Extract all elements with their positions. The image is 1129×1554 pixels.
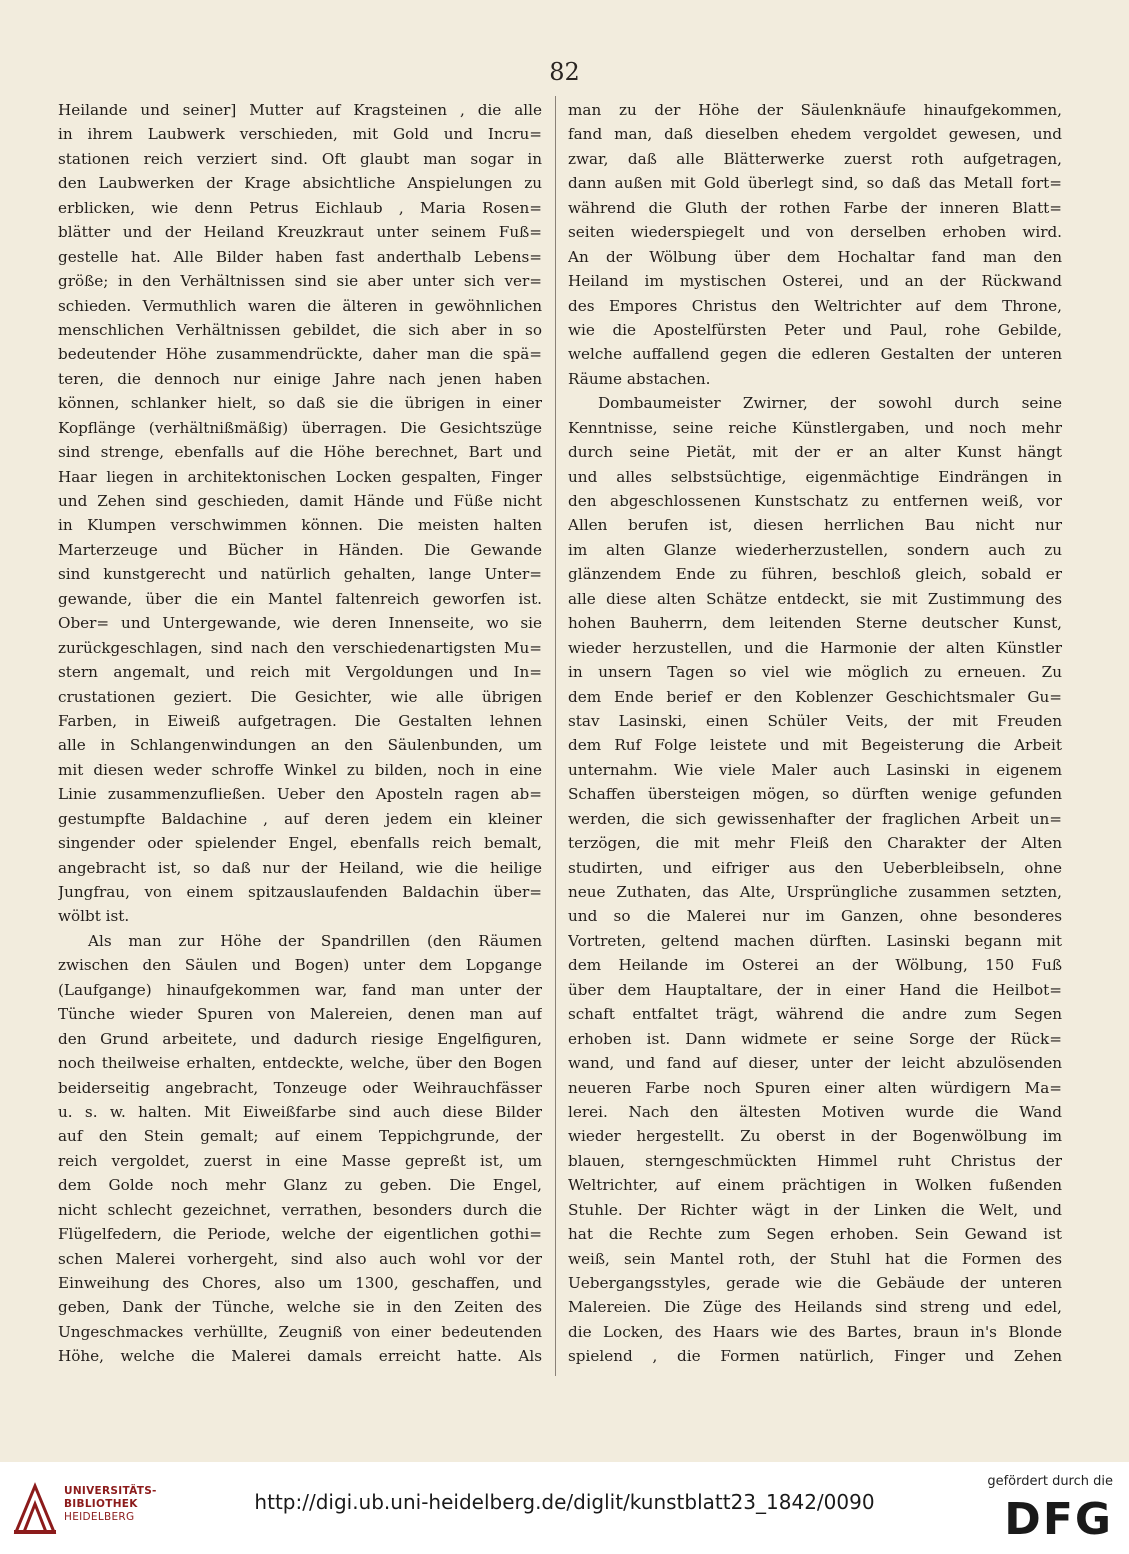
- text-line: zurückgeschlagen, sind nach den verschiedenartigsten Mu=: [58, 638, 542, 657]
- text-line: Schaffen übersteigen mögen, so dürften wenige gefunden: [568, 785, 1062, 804]
- text-line: auf den Stein gemalt; auf einem Teppichgrunde, der: [58, 1127, 542, 1146]
- column-divider: [555, 96, 556, 1376]
- text-line: während die Gluth der rothen Farbe der inneren Blatt=: [568, 198, 1062, 217]
- text-line: und so die Malerei nur im Ganzen, ohne besonderes: [568, 907, 1062, 926]
- text-line: mit diesen weder schroffe Winkel zu bilden, noch in eine: [58, 760, 542, 779]
- text-line: Dombaumeister Zwirner, der sowohl durch seine: [598, 394, 1062, 413]
- text-line: dann außen mit Gold überlegt sind, so daß das Metall fort=: [568, 174, 1062, 193]
- institution-line-3: HEIDELBERG: [64, 1511, 135, 1523]
- text-line: in Klumpen verschwimmen können. Die meisten halten: [58, 516, 542, 535]
- text-line: gestelle hat. Alle Bilder haben fast anderthalb Lebens=: [58, 247, 542, 266]
- text-line: durch seine Pietät, mit der er an alter Kunst hängt: [568, 443, 1062, 462]
- text-line: dem Ruf Folge leistete und mit Begeisterung die Arbeit: [568, 736, 1062, 755]
- text-line: wieder hergestellt. Zu oberst in der Bogenwölbung im: [568, 1127, 1062, 1146]
- text-line: werden, die sich gewissenhafter der fraglichen Arbeit un=: [568, 809, 1062, 828]
- text-line: geben, Dank der Tünche, welche sie in den Zeiten des: [58, 1298, 542, 1317]
- text-line: beiderseitig angebracht, Tonzeuge oder Weihrauchfässer: [58, 1078, 542, 1097]
- text-line: stationen reich verziert sind. Oft glaubt man sogar in: [58, 149, 542, 168]
- text-line: den abgeschlossenen Kunstschatz zu entfernen weiß, vor: [568, 492, 1062, 510]
- text-line: Kenntnisse, seine reiche Künstlergaben, und noch mehr: [568, 418, 1062, 437]
- text-line: singender oder spielender Engel, ebenfalls reich bemalt,: [58, 834, 542, 853]
- text-line: hat die Rechte zum Segen erhoben. Sein Gewand ist: [568, 1225, 1062, 1244]
- text-line: und Zehen sind geschieden, damit Hände und Füße nicht: [58, 492, 542, 510]
- left-column: [58, 98, 542, 1369]
- text-line: noch theilweise erhalten, entdeckte, welche, über den Bogen: [58, 1054, 542, 1073]
- right-column: [568, 98, 1062, 1369]
- text-line: glänzendem Ende zu führen, beschloß gleich, sobald er: [568, 565, 1062, 584]
- document-url[interactable]: http://digi.ub.uni-heidelberg.de/diglit/kunstblatt23_1842/0090: [254, 1490, 875, 1514]
- text-line: reich vergoldet, zuerst in eine Masse gepreßt ist, um: [58, 1151, 542, 1170]
- text-line: wölbt ist.: [58, 907, 130, 926]
- text-line: schieden. Vermuthlich waren die älteren in gewöhnlichen: [58, 296, 542, 315]
- text-line: An der Wölbung über dem Hochaltar fand man den: [568, 247, 1062, 266]
- text-line: Kopflänge (verhältnißmäßig) überragen. Die Gesichtszüge: [58, 418, 542, 437]
- text-line: man zu der Höhe der Säulenknäufe hinaufgekommen,: [568, 101, 1062, 119]
- text-line: wieder herzustellen, und die Harmonie der alten Künstler: [568, 638, 1062, 657]
- text-line: hohen Bauherrn, dem leitenden Sterne deutscher Kunst,: [568, 614, 1062, 633]
- footer-bar: [0, 1462, 1129, 1554]
- text-line: u. s. w. halten. Mit Eiweißfarbe sind auch diese Bilder: [58, 1102, 542, 1121]
- text-line: Uebergangsstyles, gerade wie die Gebäude der unteren: [568, 1274, 1062, 1292]
- text-line: Tünche wieder Spuren von Malereien, denen man auf: [58, 1005, 542, 1024]
- text-line: schen Malerei vorhergeht, sind also auch wohl vor der: [58, 1249, 542, 1268]
- text-line: Jungfrau, von einem spitzauslaufenden Baldachin über=: [58, 883, 542, 901]
- text-line: zwischen den Säulen und Bogen) unter dem Lopgange: [58, 956, 542, 975]
- text-line: stern angemalt, und reich mit Vergoldungen und In=: [58, 663, 542, 682]
- text-line: Vortreten, geltend machen dürften. Lasinski begann mit: [568, 931, 1062, 950]
- text-line: Linie zusammenzufließen. Ueber den Aposteln ragen ab=: [58, 785, 542, 804]
- text-line: den Laubwerken der Krage absichtliche Anspielungen zu: [58, 174, 542, 193]
- institution-line-2: BIBLIOTHEK: [64, 1498, 138, 1510]
- text-line: neueren Farbe noch Spuren einer alten würdigern Ma=: [568, 1078, 1062, 1097]
- text-line: angebracht ist, so daß nur der Heiland, wie die heilige: [58, 858, 542, 877]
- text-line: Als man zur Höhe der Spandrillen (den Räumen: [88, 931, 542, 950]
- text-line: alle diese alten Schätze entdeckt, sie mit Zustimmung des: [568, 589, 1062, 608]
- text-line: im alten Glanze wiederherzustellen, sondern auch zu: [568, 540, 1062, 559]
- text-line: dem Heilande im Osterei an der Wölbung, 150 Fuß: [568, 956, 1062, 975]
- text-line: Ungeschmackes verhüllte, Zeugniß von einer bedeutenden: [58, 1322, 542, 1341]
- text-line: Einweihung des Chores, also um 1300, geschaffen, und: [58, 1274, 542, 1292]
- text-line: erblicken, wie denn Petrus Eichlaub , Maria Rosen=: [58, 198, 542, 217]
- text-line: studirten, und eifriger aus den Ueberbleibseln, ohne: [568, 858, 1062, 877]
- text-line: über dem Hauptaltare, der in einer Hand die Heilbot=: [568, 980, 1062, 999]
- text-line: Höhe, welche die Malerei damals erreicht hatte. Als: [58, 1347, 542, 1366]
- text-line: Malereien. Die Züge des Heilands sind streng und edel,: [568, 1298, 1062, 1317]
- text-line: lerei. Nach den ältesten Motiven wurde die Wand: [568, 1102, 1062, 1121]
- institution-line-1: UNIVERSITÄTS-: [64, 1485, 157, 1497]
- text-line: Allen berufen ist, diesen herrlichen Bau nicht nur: [568, 516, 1062, 535]
- text-line: unternahm. Wie viele Maler auch Lasinski in eigenem: [568, 760, 1062, 779]
- text-line: die Locken, des Haars wie des Bartes, braun in's Blonde: [568, 1322, 1062, 1341]
- text-line: schaft entfaltet trägt, während die andre zum Segen: [568, 1005, 1062, 1024]
- dfg-logo: DFG: [1004, 1494, 1113, 1545]
- text-line: können, schlanker hielt, so daß sie die übrigen in einer: [58, 394, 542, 413]
- text-line: gestumpfte Baldachine , auf deren jedem ein kleiner: [58, 809, 542, 828]
- text-line: Flügelfedern, die Periode, welche der eigentlichen gothi=: [58, 1225, 542, 1244]
- text-line: Farben, in Eiweiß aufgetragen. Die Gestalten lehnen: [58, 711, 542, 730]
- text-line: menschlichen Verhältnissen gebildet, die sich aber in so: [58, 320, 542, 339]
- text-line: stav Lasinski, einen Schüler Veits, der mit Freuden: [568, 711, 1062, 730]
- text-line: alle in Schlangenwindungen an den Säulenbunden, um: [58, 736, 542, 755]
- text-line: seiten wiederspiegelt und von derselben erhoben wird.: [568, 223, 1062, 242]
- text-line: zwar, daß alle Blätterwerke zuerst roth aufgetragen,: [568, 149, 1062, 168]
- text-line: neue Zuthaten, das Alte, Ursprüngliche zusammen setzten,: [568, 883, 1062, 901]
- text-line: erhoben ist. Dann widmete er seine Sorge der Rück=: [568, 1029, 1062, 1048]
- funded-by-label: gefördert durch die: [987, 1474, 1113, 1489]
- text-line: welche auffallend gegen die edleren Gestalten der unteren: [568, 345, 1062, 364]
- text-line: nicht schlecht gezeichnet, verrathen, besonders durch die: [58, 1200, 542, 1219]
- text-line: Heilande und seiner] Mutter auf Kragsteinen , die alle: [58, 101, 542, 119]
- text-line: in ihrem Laubwerk verschieden, mit Gold und Incru=: [58, 125, 542, 144]
- text-line: Stuhle. Der Richter wägt in der Linken die Welt, und: [568, 1200, 1062, 1219]
- text-line: wand, und fand auf dieser, unter der leicht abzulösenden: [568, 1054, 1062, 1073]
- text-line: blätter und der Heiland Kreuzkraut unter seinem Fuß=: [58, 223, 542, 242]
- text-line: Marterzeuge und Bücher in Händen. Die Gewande: [58, 540, 542, 559]
- text-line: den Grund arbeitete, und dadurch riesige Engelfiguren,: [58, 1029, 542, 1048]
- text-line: gewande, über die ein Mantel faltenreich geworfen ist.: [58, 589, 542, 608]
- text-line: sind kunstgerecht und natürlich gehalten, lange Unter=: [58, 565, 542, 584]
- text-line: fand man, daß dieselben ehedem vergoldet gewesen, und: [568, 125, 1062, 144]
- text-line: weiß, sein Mantel roth, der Stuhl hat die Formen des: [568, 1249, 1062, 1268]
- text-line: dem Ende berief er den Koblenzer Geschichtsmaler Gu=: [568, 687, 1062, 706]
- text-line: Heiland im mystischen Osterei, und an der Rückwand: [568, 272, 1062, 291]
- text-line: teren, die dennoch nur einige Jahre nach jenen haben: [58, 369, 542, 388]
- page-number: 82: [549, 58, 580, 86]
- text-line: Ober= und Untergewande, wie deren Innenseite, wo sie: [58, 614, 542, 633]
- text-line: Weltrichter, auf einem prächtigen in Wolken fußenden: [568, 1176, 1062, 1195]
- text-line: spielend , die Formen natürlich, Finger und Zehen: [568, 1347, 1062, 1366]
- text-line: blauen, sterngeschmückten Himmel ruht Christus der: [568, 1151, 1062, 1170]
- text-line: terzögen, die mit mehr Fleiß den Charakter der Alten: [568, 834, 1062, 853]
- text-line: und alles selbstsüchtige, eigenmächtige Eindrängen in: [568, 467, 1062, 486]
- text-line: des Empores Christus den Weltrichter auf dem Throne,: [568, 296, 1062, 315]
- text-line: wie die Apostelfürsten Peter und Paul, rohe Gebilde,: [568, 320, 1062, 339]
- text-line: dem Golde noch mehr Glanz zu geben. Die Engel,: [58, 1176, 542, 1195]
- text-line: crustationen geziert. Die Gesichter, wie alle übrigen: [58, 687, 542, 706]
- text-line: größe; in den Verhältnissen sind sie aber unter sich ver=: [58, 272, 542, 291]
- text-line: (Laufgange) hinaufgekommen war, fand man unter der: [58, 980, 542, 999]
- text-line: Haar liegen in architektonischen Locken gespalten, Finger: [58, 467, 542, 486]
- text-line: Räume abstachen.: [568, 369, 711, 388]
- text-line: sind strenge, ebenfalls auf die Höhe berechnet, Bart und: [58, 443, 542, 462]
- text-line: bedeutender Höhe zusammendrückte, daher man die spä=: [58, 345, 542, 364]
- text-line: in unsern Tagen so viel wie möglich zu erneuen. Zu: [568, 663, 1062, 682]
